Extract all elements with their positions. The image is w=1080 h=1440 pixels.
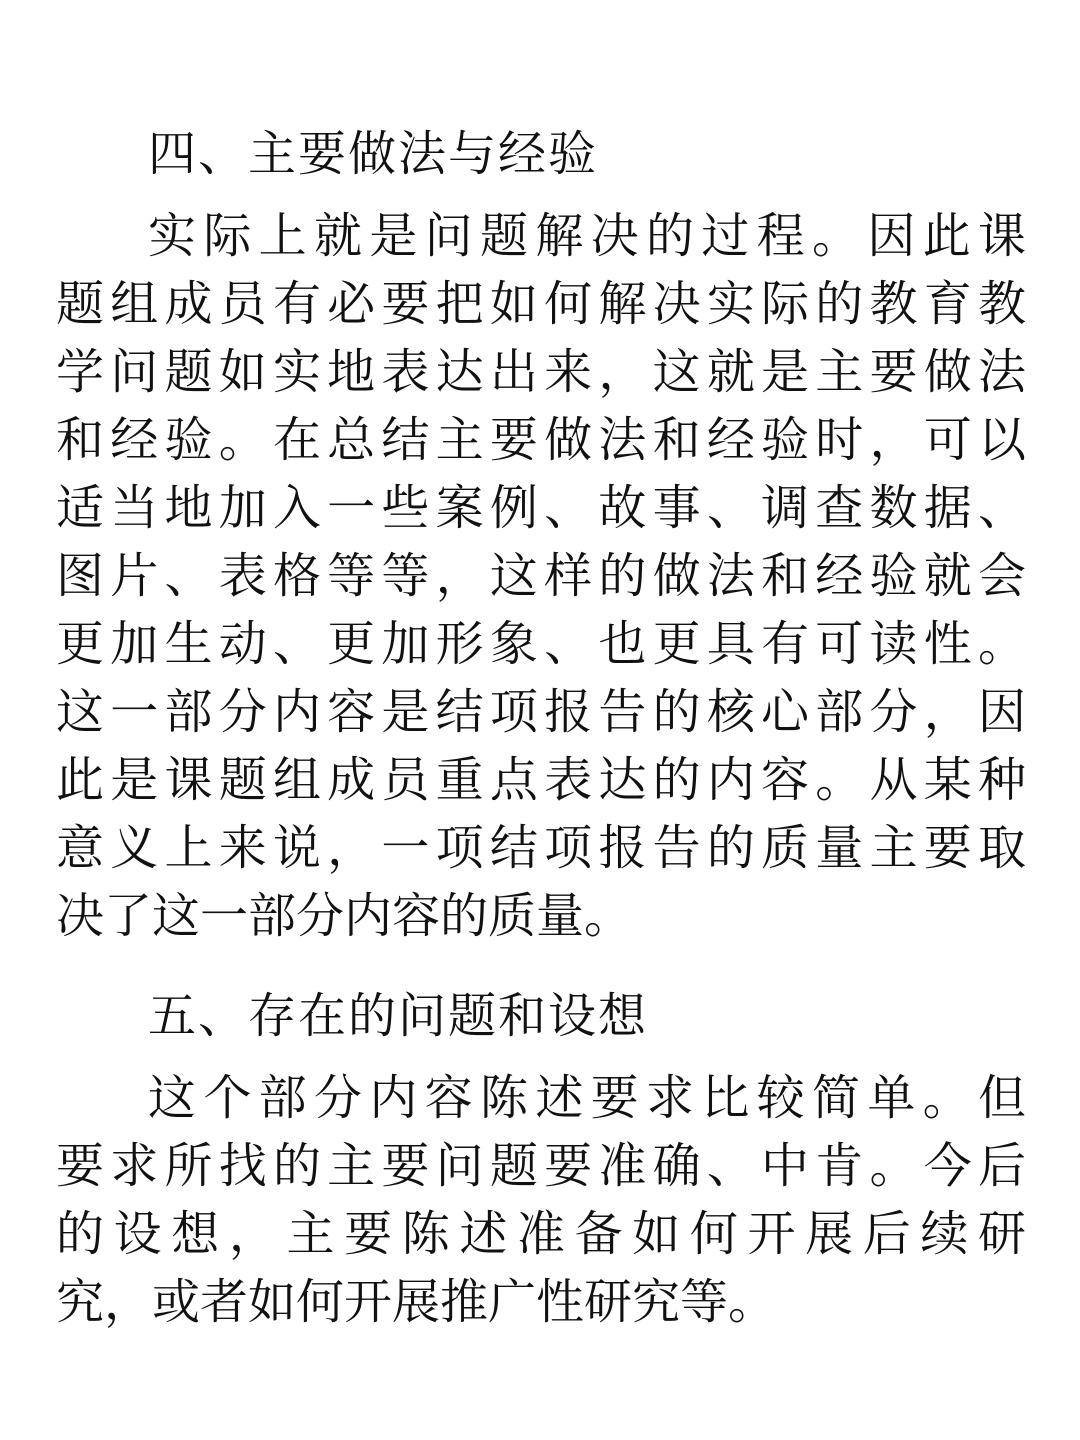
section-heading: 四、主要做法与经验 xyxy=(148,126,599,182)
paragraph-line: 决了这一部分内容的质量。 xyxy=(56,888,633,944)
paragraph-line: 究，或者如何开展推广性研究等。 xyxy=(56,1274,777,1330)
paragraph-line: 这个部分内容陈述要求比较简单。但 xyxy=(148,1070,1026,1126)
paragraph-line: 题组成员有必要把如何解决实际的教育教 xyxy=(56,276,1026,332)
paragraph-line: 学问题如实地表达出来，这就是主要做法 xyxy=(56,344,1026,400)
paragraph-line: 实际上就是问题解决的过程。因此课 xyxy=(148,208,1026,264)
paragraph-line: 和经验。在总结主要做法和经验时，可以 xyxy=(56,412,1026,468)
paragraph-line: 要求所找的主要问题要准确、中肯。今后 xyxy=(56,1138,1026,1194)
paragraph-line: 更加生动、更加形象、也更具有可读性。 xyxy=(56,616,1026,672)
paragraph-line: 的设想，主要陈述准备如何开展后续研 xyxy=(56,1206,1026,1262)
paragraph-line: 图片、表格等等，这样的做法和经验就会 xyxy=(56,548,1026,604)
section-paragraph xyxy=(56,202,1026,950)
section-paragraph xyxy=(56,1064,1026,1336)
paragraph-line: 此是课题组成员重点表达的内容。从某种 xyxy=(56,752,1026,808)
section-heading: 五、存在的问题和设想 xyxy=(148,988,649,1044)
paragraph-line: 这一部分内容是结项报告的核心部分，因 xyxy=(56,684,1026,740)
document-page xyxy=(56,118,1026,1336)
paragraph-line: 意义上来说，一项结项报告的质量主要取 xyxy=(56,820,1026,876)
paragraph-line: 适当地加入一些案例、故事、调查数据、 xyxy=(56,480,1026,536)
